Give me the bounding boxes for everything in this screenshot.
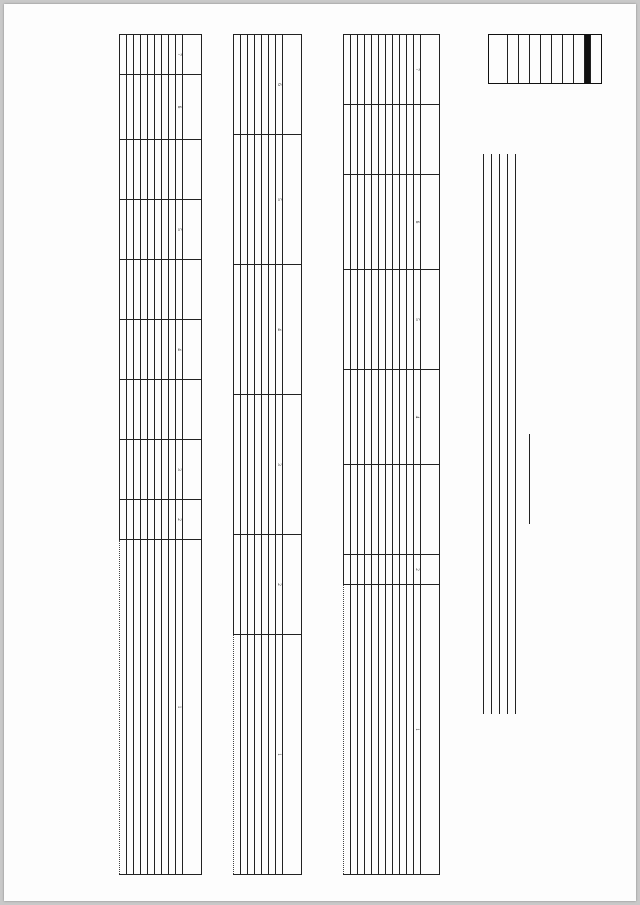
t3-cell	[141, 380, 148, 440]
t3-cell	[183, 35, 202, 75]
t1-cell	[407, 105, 414, 175]
t1-row	[344, 35, 351, 875]
t1-cell	[379, 370, 386, 465]
form-code-box	[488, 34, 602, 84]
t2-cell	[241, 635, 248, 875]
t3-cell	[162, 540, 169, 875]
t1-cell	[344, 175, 351, 270]
t3-cell	[134, 35, 141, 75]
t1-cell	[358, 370, 365, 465]
t1-cell	[386, 35, 393, 105]
t3-cell	[155, 35, 162, 75]
t1-cell	[351, 585, 358, 875]
t1-row	[365, 35, 372, 875]
t2-cell	[241, 135, 248, 265]
t3-cell	[169, 540, 176, 875]
t3-cell	[134, 540, 141, 875]
t1-cell	[365, 270, 372, 370]
t2-cell	[262, 135, 269, 265]
t1-cell	[379, 465, 386, 555]
fill-in-line	[499, 154, 500, 714]
t1-cell	[351, 555, 358, 585]
t2-cell	[241, 265, 248, 395]
t3-cell	[155, 140, 162, 200]
t2-cell	[241, 535, 248, 635]
code-box-cell	[573, 35, 584, 83]
t1-cell	[372, 175, 379, 270]
t3-cell	[162, 440, 169, 500]
t1-cell: 6	[414, 175, 421, 270]
t2-cell	[234, 135, 241, 265]
t2-cell	[248, 35, 255, 135]
t1-cell	[414, 105, 421, 175]
t2-cell	[234, 635, 241, 875]
t1-cell: 2	[414, 555, 421, 585]
t1-cell: 4	[414, 370, 421, 465]
t3-cell	[134, 140, 141, 200]
table-2-header-row	[283, 35, 302, 875]
t3-cell	[134, 440, 141, 500]
t1-cell	[379, 35, 386, 105]
t2-row	[269, 35, 276, 875]
t3-cell	[169, 500, 176, 540]
t1-cell	[358, 555, 365, 585]
fill-in-line	[491, 154, 492, 714]
t1-cell	[372, 105, 379, 175]
t1-cell	[372, 465, 379, 555]
t2-cell	[283, 135, 302, 265]
t1-cell	[393, 105, 400, 175]
t2-cell	[283, 535, 302, 635]
t3-cell: 4	[176, 320, 183, 380]
t2-cell	[283, 35, 302, 135]
t3-cell	[162, 500, 169, 540]
t1-cell	[351, 35, 358, 105]
t2-cell	[248, 265, 255, 395]
t2-cell	[255, 535, 262, 635]
t3-cell	[183, 320, 202, 380]
t3-cell	[162, 260, 169, 320]
code-box-cell	[562, 35, 573, 83]
t1-cell	[407, 585, 414, 875]
code-box-cell	[590, 35, 601, 83]
t3-cell	[127, 380, 134, 440]
t1-cell	[386, 555, 393, 585]
code-box-cell	[584, 35, 590, 83]
t1-cell	[400, 35, 407, 105]
t3-cell	[127, 540, 134, 875]
t3-cell	[148, 380, 155, 440]
code-box-cell	[551, 35, 562, 83]
t3-row	[127, 35, 134, 875]
table-3	[119, 34, 202, 875]
t3-row	[169, 35, 176, 875]
t1-cell	[365, 105, 372, 175]
t1-cell	[365, 465, 372, 555]
fill-in-line	[507, 154, 508, 714]
t1-cell	[372, 585, 379, 875]
t3-cell	[176, 380, 183, 440]
t3-cell	[169, 35, 176, 75]
t1-cell	[351, 270, 358, 370]
t3-cell	[148, 200, 155, 260]
t2-cell: 6	[276, 35, 283, 135]
t1-cell	[365, 175, 372, 270]
t3-cell	[148, 540, 155, 875]
t2-cell	[262, 535, 269, 635]
t2-cell	[269, 35, 276, 135]
t3-cell: 7	[176, 35, 183, 75]
t3-cell	[127, 75, 134, 140]
t1-cell	[372, 555, 379, 585]
t1-cell	[358, 105, 365, 175]
t3-cell	[162, 35, 169, 75]
table-3-header-row	[183, 35, 202, 875]
t3-cell	[148, 75, 155, 140]
t1-row	[379, 35, 386, 875]
t2-cell	[255, 265, 262, 395]
t3-cell	[141, 500, 148, 540]
t2-cell: 2	[276, 535, 283, 635]
t3-cell	[134, 75, 141, 140]
t3-cell	[183, 200, 202, 260]
t1-row	[358, 35, 365, 875]
t3-cell	[127, 35, 134, 75]
code-box-cell	[518, 35, 529, 83]
t1-cell	[365, 555, 372, 585]
t2-cell	[283, 635, 302, 875]
t1-cell	[400, 465, 407, 555]
t2-cell	[241, 35, 248, 135]
t1-cell	[421, 585, 440, 875]
t3-cell: 2	[176, 500, 183, 540]
t1-cell	[372, 370, 379, 465]
t3-cell	[169, 380, 176, 440]
t3-cell	[155, 380, 162, 440]
t3-cell	[127, 500, 134, 540]
t1-cell	[365, 585, 372, 875]
t3-cell	[148, 320, 155, 380]
t2-cell	[248, 635, 255, 875]
t3-cell	[141, 440, 148, 500]
t2-cell: 3	[276, 395, 283, 535]
t3-cell	[169, 440, 176, 500]
t3-cell: 5	[176, 200, 183, 260]
t2-cell	[262, 35, 269, 135]
fill-in-line	[483, 154, 484, 714]
t1-cell	[379, 175, 386, 270]
t1-cell	[393, 465, 400, 555]
t1-cell	[358, 175, 365, 270]
t1-cell	[379, 555, 386, 585]
t1-cell	[407, 555, 414, 585]
t3-cell	[162, 320, 169, 380]
t1-cell	[414, 465, 421, 555]
t1-cell	[400, 585, 407, 875]
t2-row	[234, 35, 241, 875]
t2-cell	[234, 395, 241, 535]
t2-row	[241, 35, 248, 875]
t3-cell	[141, 75, 148, 140]
t3-cell	[141, 200, 148, 260]
t1-cell	[393, 175, 400, 270]
t1-cell	[407, 270, 414, 370]
t3-cell	[120, 380, 127, 440]
rotated-form-sheet	[4, 4, 636, 901]
t2-cell	[269, 265, 276, 395]
t1-cell: 5	[414, 270, 421, 370]
t2-row	[248, 35, 255, 875]
t2-cell	[248, 135, 255, 265]
t1-cell	[351, 105, 358, 175]
t2-cell	[255, 635, 262, 875]
t3-cell: 1	[176, 540, 183, 875]
t1-cell	[379, 585, 386, 875]
t3-cell	[155, 540, 162, 875]
t3-cell	[148, 500, 155, 540]
t3-row	[141, 35, 148, 875]
t1-cell	[379, 105, 386, 175]
t3-row	[134, 35, 141, 875]
t2-cell	[255, 135, 262, 265]
t1-cell	[421, 35, 440, 105]
t1-cell	[407, 370, 414, 465]
t3-cell	[120, 75, 127, 140]
t3-cell	[120, 35, 127, 75]
t3-cell	[183, 500, 202, 540]
t1-cell	[421, 270, 440, 370]
t1-cell	[400, 270, 407, 370]
t3-cell	[183, 440, 202, 500]
t1-cell: 1	[414, 585, 421, 875]
t2-cell	[234, 535, 241, 635]
t2-cell	[255, 395, 262, 535]
t3-cell	[169, 140, 176, 200]
t3-row	[120, 35, 127, 875]
t1-cell	[379, 270, 386, 370]
t1-cell	[344, 270, 351, 370]
t1-cell	[365, 370, 372, 465]
t3-cell	[127, 320, 134, 380]
fill-in-line	[515, 154, 516, 714]
t3-cell	[148, 35, 155, 75]
t2-cell	[234, 35, 241, 135]
t3-cell	[127, 140, 134, 200]
t1-cell	[421, 370, 440, 465]
t3-row	[162, 35, 169, 875]
t3-cell	[155, 440, 162, 500]
t3-cell	[162, 75, 169, 140]
t1-cell	[407, 35, 414, 105]
t2-cell	[248, 395, 255, 535]
t1-cell	[344, 370, 351, 465]
t3-cell	[155, 260, 162, 320]
t1-cell	[386, 175, 393, 270]
t3-cell	[169, 75, 176, 140]
code-box-cell	[540, 35, 551, 83]
t3-cell	[134, 500, 141, 540]
t1-cell	[372, 35, 379, 105]
table-1	[343, 34, 440, 875]
t3-cell	[148, 260, 155, 320]
document-page	[4, 4, 636, 901]
t1-cell	[421, 555, 440, 585]
t2-cell	[269, 395, 276, 535]
t1-cell	[358, 585, 365, 875]
code-box-cell	[507, 35, 518, 83]
t3-cell	[162, 200, 169, 260]
t2-cell	[269, 135, 276, 265]
t3-cell	[120, 540, 127, 875]
table-2	[233, 34, 302, 875]
t1-cell: 7	[414, 35, 421, 105]
t2-cell	[262, 635, 269, 875]
t3-cell	[120, 140, 127, 200]
t2-cell	[283, 265, 302, 395]
t1-cell	[386, 105, 393, 175]
t1-cell	[407, 175, 414, 270]
table-1-column-numbers	[414, 35, 421, 875]
t1-cell	[365, 35, 372, 105]
t3-cell	[127, 200, 134, 260]
t3-cell	[176, 260, 183, 320]
t1-cell	[351, 175, 358, 270]
t3-cell	[120, 260, 127, 320]
t2-cell	[283, 395, 302, 535]
t2-cell	[234, 265, 241, 395]
t1-cell	[400, 555, 407, 585]
t3-cell: 6	[176, 75, 183, 140]
t2-cell	[262, 395, 269, 535]
t1-cell	[393, 35, 400, 105]
t3-cell	[169, 320, 176, 380]
t3-cell	[120, 200, 127, 260]
t1-cell	[400, 175, 407, 270]
t1-cell	[393, 370, 400, 465]
t3-cell	[134, 380, 141, 440]
t3-cell	[127, 260, 134, 320]
t3-cell	[183, 260, 202, 320]
t1-cell	[344, 105, 351, 175]
t2-cell: 4	[276, 265, 283, 395]
t1-cell	[351, 465, 358, 555]
t1-cell	[386, 585, 393, 875]
t1-row	[351, 35, 358, 875]
table-2-column-numbers	[276, 35, 283, 875]
t1-cell	[393, 585, 400, 875]
t1-cell	[421, 105, 440, 175]
t1-row	[386, 35, 393, 875]
t1-row	[393, 35, 400, 875]
t1-cell	[344, 555, 351, 585]
t1-cell	[372, 270, 379, 370]
t3-cell	[148, 140, 155, 200]
t3-cell	[141, 540, 148, 875]
t3-cell	[169, 200, 176, 260]
t1-cell	[351, 370, 358, 465]
table-3-column-numbers	[176, 35, 183, 875]
t1-cell	[358, 465, 365, 555]
t3-cell: 3	[176, 440, 183, 500]
t3-cell	[155, 320, 162, 380]
t3-cell	[155, 200, 162, 260]
t3-cell	[155, 500, 162, 540]
t2-cell	[269, 635, 276, 875]
t3-cell	[176, 140, 183, 200]
t3-row	[155, 35, 162, 875]
fill-in-line	[529, 434, 530, 524]
t2-cell: 5	[276, 135, 283, 265]
t3-cell	[162, 140, 169, 200]
t3-cell	[169, 260, 176, 320]
t3-cell	[134, 200, 141, 260]
t1-cell	[358, 35, 365, 105]
t3-cell	[162, 380, 169, 440]
t1-cell	[344, 465, 351, 555]
t2-cell	[262, 265, 269, 395]
t1-cell	[400, 105, 407, 175]
t3-cell	[183, 140, 202, 200]
t1-row	[407, 35, 414, 875]
t1-cell	[393, 555, 400, 585]
t3-cell	[141, 35, 148, 75]
t1-cell	[386, 370, 393, 465]
t3-cell	[127, 440, 134, 500]
t3-cell	[134, 260, 141, 320]
t2-cell	[269, 535, 276, 635]
t1-cell	[400, 370, 407, 465]
t1-cell	[393, 270, 400, 370]
t1-cell	[407, 465, 414, 555]
t3-cell	[120, 500, 127, 540]
t3-cell	[134, 320, 141, 380]
t1-cell	[344, 35, 351, 105]
t1-cell	[344, 585, 351, 875]
t2-row	[255, 35, 262, 875]
t3-cell	[120, 320, 127, 380]
t1-row	[372, 35, 379, 875]
t2-cell	[255, 35, 262, 135]
t2-row	[262, 35, 269, 875]
t1-cell	[386, 465, 393, 555]
t3-cell	[155, 75, 162, 140]
code-box-cell	[529, 35, 540, 83]
t1-row	[400, 35, 407, 875]
t3-cell	[141, 140, 148, 200]
t3-cell	[183, 540, 202, 875]
t3-cell	[183, 75, 202, 140]
t2-cell	[241, 395, 248, 535]
t3-cell	[148, 440, 155, 500]
t1-cell	[421, 175, 440, 270]
table-1-header-row	[421, 35, 440, 875]
t3-cell	[141, 260, 148, 320]
t1-cell	[386, 270, 393, 370]
t2-cell	[248, 535, 255, 635]
t1-cell	[421, 465, 440, 555]
t2-cell: 1	[276, 635, 283, 875]
t3-cell	[120, 440, 127, 500]
t3-cell	[141, 320, 148, 380]
t3-cell	[183, 380, 202, 440]
t1-cell	[358, 270, 365, 370]
t3-row	[148, 35, 155, 875]
